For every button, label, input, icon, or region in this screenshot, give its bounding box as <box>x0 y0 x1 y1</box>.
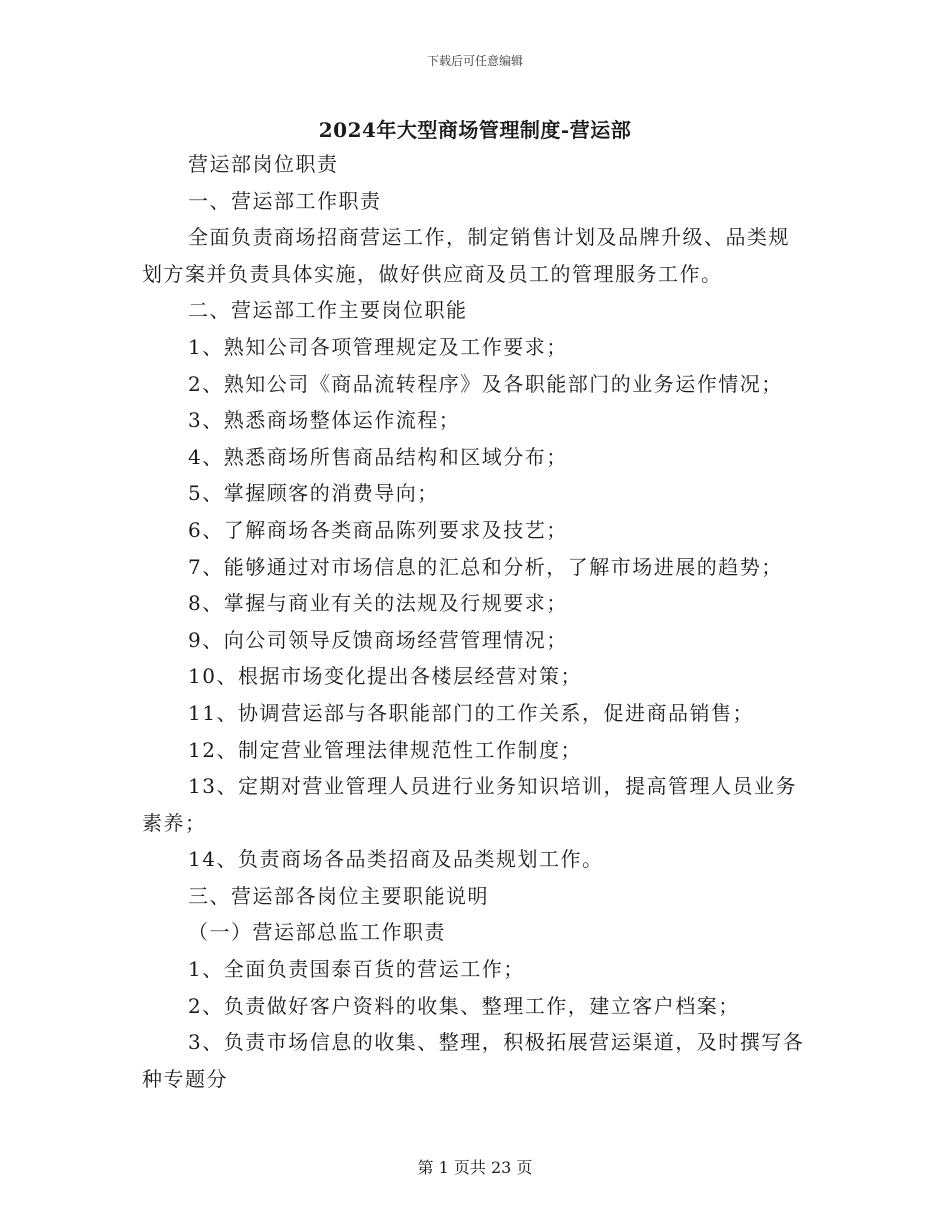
paragraph: 5、掌握顾客的消费导向； <box>188 481 439 506</box>
paragraph: 7、能够通过对市场信息的汇总和分析，了解市场进展的趋势； <box>188 554 783 579</box>
paragraph: 10、根据市场变化提出各楼层经营对策； <box>188 664 582 689</box>
paragraph: 12、制定营业管理法律规范性工作制度； <box>188 737 582 762</box>
paragraph: 6、了解商场各类商品陈列要求及技艺； <box>188 517 568 542</box>
paragraph: 2、负责做好客户资料的收集、整理工作，建立客户档案； <box>188 993 740 1018</box>
paragraph: 3、熟悉商场整体运作流程； <box>188 408 461 433</box>
paragraph: 1、全面负责国泰百货的营运工作； <box>188 957 525 982</box>
document-title: 2024年大型商场管理制度-营运部 <box>318 118 632 142</box>
paragraph: 13、定期对营业管理人员进行业务知识培训，提高管理人员业务素养； <box>142 774 797 835</box>
page-header-note: 下载后可任意编辑 <box>426 54 523 68</box>
page-number: 第 1 页共 23 页 <box>417 1158 533 1177</box>
document-body <box>142 146 807 1097</box>
paragraph: 4、熟悉商场所售商品结构和区域分布； <box>188 444 568 469</box>
paragraph: 3、负责市场信息的收集、整理，积极拓展营运渠道，及时撰写各种专题分 <box>142 1030 805 1091</box>
paragraph: 二、营运部工作主要岗位职能 <box>188 298 468 323</box>
paragraph: 8、掌握与商业有关的法规及行规要求； <box>188 591 568 616</box>
paragraph: 2、熟知公司《商品流转程序》及各职能部门的业务运作情况； <box>188 371 783 396</box>
paragraph: 一、营运部工作职责 <box>188 188 382 213</box>
paragraph: 全面负责商场招商营运工作，制定销售计划及品牌升级、品类规划方案并负责具体实施，做好供应商及员工的管理服务工作。 <box>142 225 790 286</box>
paragraph: 三、营运部各岗位主要职能说明 <box>188 883 489 908</box>
paragraph: 1、熟知公司各项管理规定及工作要求； <box>188 334 568 359</box>
paragraph: 营运部岗位职责 <box>188 152 339 176</box>
paragraph: 9、向公司领导反馈商场经营管理情况； <box>188 627 568 652</box>
paragraph: （一）营运部总监工作职责 <box>188 920 446 945</box>
paragraph: 11、协调营运部与各职能部门的工作关系，促进商品销售； <box>188 700 754 725</box>
paragraph: 14、负责商场各品类招商及品类规划工作。 <box>188 847 604 872</box>
